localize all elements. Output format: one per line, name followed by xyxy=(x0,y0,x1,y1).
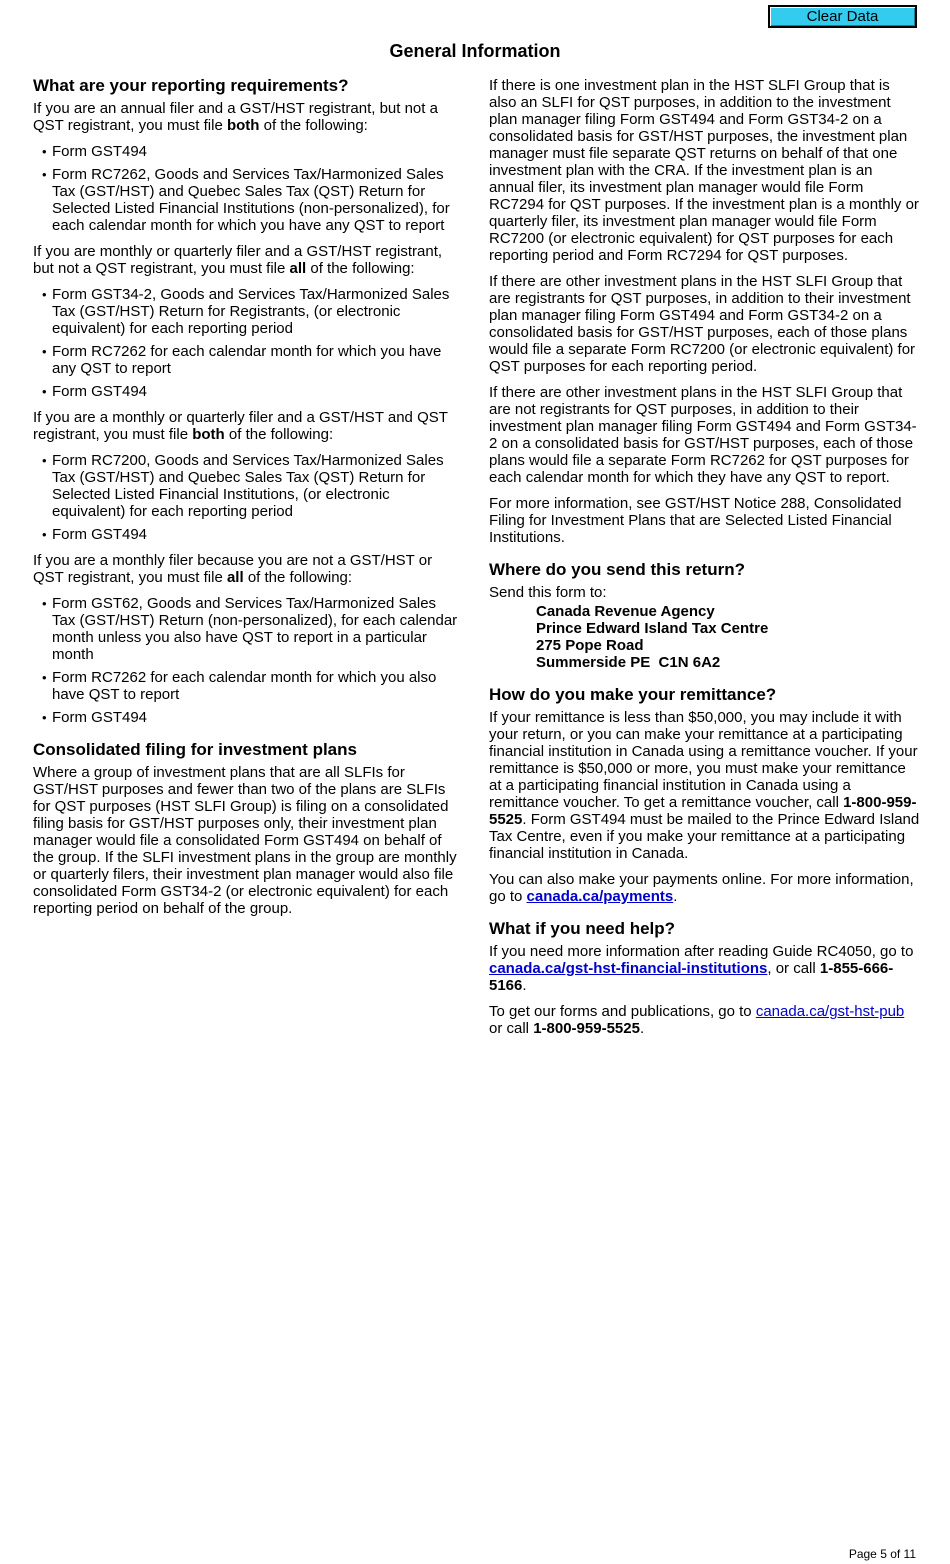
address-line: Prince Edward Island Tax Centre xyxy=(536,620,769,637)
forms-paragraph: To get our forms and publications, go to canada.ca/gst-hst-pub or call 1-800-959-5525. xyxy=(489,1003,905,1037)
remittance-phone: 1-800-959-5525 xyxy=(489,794,917,828)
list-item: • Form RC7200, Goods and Services Tax/Harmonized Sales Tax (GST/HST) and Quebec Sales Tax (QST) Return for Selected Listed Financial Institutions, (or electronic equivalent) for each reporting period xyxy=(42,452,463,520)
investment-plan-paragraph-1: If there is one investment plan in the HST SLFI Group that is also an SLFI for QST purposes, in addition to the investment plan manager filing Form GST494 and Form GST34-2 on a consolidated basis for GST/HST purposes, the investment plan manager must file separate QST returns on behalf of that one investment plan with the CRA. If the investment plan is an annual filer, its investment plan manager would file Form RC7294 for QST purposes. If the investment plan is a monthly or quarterly filer, its investment plan manager would file Form RC7200 (or electronic equivalent) for QST purposes for each reporting period and Form RC7294 for QST purposes. xyxy=(489,77,919,264)
list-item: • Form GST34-2, Goods and Services Tax/Harmonized Sales Tax (GST/HST) Return for Registrants, (or electronic equivalent) for each reporting period xyxy=(42,286,463,337)
send-return-heading: Where do you send this return? xyxy=(489,560,745,579)
list-item: • Form GST494 xyxy=(42,143,463,160)
mailing-address xyxy=(536,603,921,671)
list-item: • Form RC7262, Goods and Services Tax/Harmonized Sales Tax (GST/HST) and Quebec Sales Tax (QST) Return for Selected Listed Financial Institutions (non-personalized), for each calendar month for which you have any QST to report xyxy=(42,166,463,234)
consolidated-filing-heading: Consolidated filing for investment plans xyxy=(33,740,357,759)
help-paragraph: If you need more information after reading Guide RC4050, go to canada.ca/gst-hst-financial-institutions, or call 1-855-666-5166. xyxy=(489,943,914,994)
address-line: 275 Pope Road xyxy=(536,637,644,654)
reporting-intro-1: If you are an annual filer and a GST/HST registrant, but not a QST registrant, you must file both of the following: xyxy=(33,100,438,134)
consolidated-filing-paragraph: Where a group of investment plans that are all SLFIs for GST/HST purposes and fewer than two of the plans are SLFIs for QST purposes (HST SLFI Group) is filing on a consolidated filing basis for GST/HST purposes only, their investment plan manager would file a consolidated Form GST494 on behalf of the group. If the SLFI investment plans in the group are monthly or quarterly filers, their investment plan manager would also file consolidated Form GST34-2 (or electronic equivalent) for each reporting period on behalf of the group. xyxy=(33,764,457,917)
forms-phone: 1-800-959-5525 xyxy=(533,1020,640,1037)
financial-institutions-link[interactable]: canada.ca/gst-hst-financial-institutions xyxy=(489,960,768,977)
reporting-list-3 xyxy=(33,452,463,543)
help-phone: 1-855-666-5166 xyxy=(489,960,894,994)
investment-plan-paragraph-3: If there are other investment plans in the HST SLFI Group that are not registrants for QST purposes, in addition to their investment plan manager filing Form GST494 and Form GST34-2 on a consolidated basis for GST/HST purposes, each of those plans would file a separate Form RC7262 for QST purposes for each calendar month for which they have any QST to report. xyxy=(489,384,917,486)
list-item: • Form RC7262 for each calendar month for which you also have QST to report xyxy=(42,669,463,703)
reporting-intro-3: If you are a monthly or quarterly filer and a GST/HST and QST registrant, you must file both of the following: xyxy=(33,409,448,443)
address-line: Summerside PE C1N 6A2 xyxy=(536,654,721,671)
reporting-requirements-heading: What are your reporting requirements? xyxy=(33,76,349,95)
online-payment-paragraph: You can also make your payments online. For more information, go to canada.ca/payments. xyxy=(489,871,914,905)
list-item: • Form GST494 xyxy=(42,709,463,726)
list-item: • Form GST494 xyxy=(42,526,463,543)
list-item: • Form GST62, Goods and Services Tax/Harmonized Sales Tax (GST/HST) Return (non-personalized), for each calendar month unless you also have QST to report in a particular month xyxy=(42,595,463,663)
payments-link[interactable]: canada.ca/payments xyxy=(526,888,674,905)
notice-paragraph: For more information, see GST/HST Notice 288, Consolidated Filing for Investment Plans that are Selected Listed Financial Institutions. xyxy=(489,495,902,546)
remittance-paragraph: If your remittance is less than $50,000, you may include it with your return, or you can make your remittance at a participating financial institution in Canada using a remittance voucher. If your remittance is $50,000 or more, you must make your remittance at a participating financial institution in Canada using a remittance voucher. To get a remittance voucher, call 1-800-959-5525. Form GST494 must be mailed to the Prince Edward Island Tax Centre, even if you make your remittance at a participating financial institution in Canada. xyxy=(489,709,920,862)
reporting-list-4 xyxy=(33,595,463,726)
clear-data-button[interactable]: Clear Data xyxy=(768,5,917,28)
reporting-list-2 xyxy=(33,286,463,400)
page-title: General Information xyxy=(389,41,561,61)
reporting-list-1 xyxy=(33,143,463,234)
send-intro: Send this form to: xyxy=(489,584,607,601)
investment-plan-paragraph-2: If there are other investment plans in the HST SLFI Group that are registrants for QST purposes, in addition to their investment plan manager filing Form GST494 and Form GST34-2 on a consolidated basis for GST/HST purposes, each of those plans would file a separate Form RC7200 (or electronic equivalent) for QST purposes for each reporting period. xyxy=(489,273,916,375)
reporting-intro-2: If you are monthly or quarterly filer and a GST/HST registrant, but not a QST registrant, you must file all of the following: xyxy=(33,243,443,277)
right-column xyxy=(489,77,921,1046)
help-heading: What if you need help? xyxy=(489,919,676,938)
address-line: Canada Revenue Agency xyxy=(536,603,715,620)
list-item: • Form GST494 xyxy=(42,383,463,400)
left-column xyxy=(33,76,463,926)
list-item: • Form RC7262 for each calendar month for which you have any QST to report xyxy=(42,343,463,377)
page-number: Page 5 of 11 xyxy=(848,1547,916,1561)
gst-hst-pub-link[interactable]: canada.ca/gst-hst-pub xyxy=(755,1003,905,1020)
remittance-heading: How do you make your remittance? xyxy=(489,685,777,704)
reporting-intro-4: If you are a monthly filer because you are not a GST/HST or QST registrant, you must file all of the following: xyxy=(33,552,433,586)
